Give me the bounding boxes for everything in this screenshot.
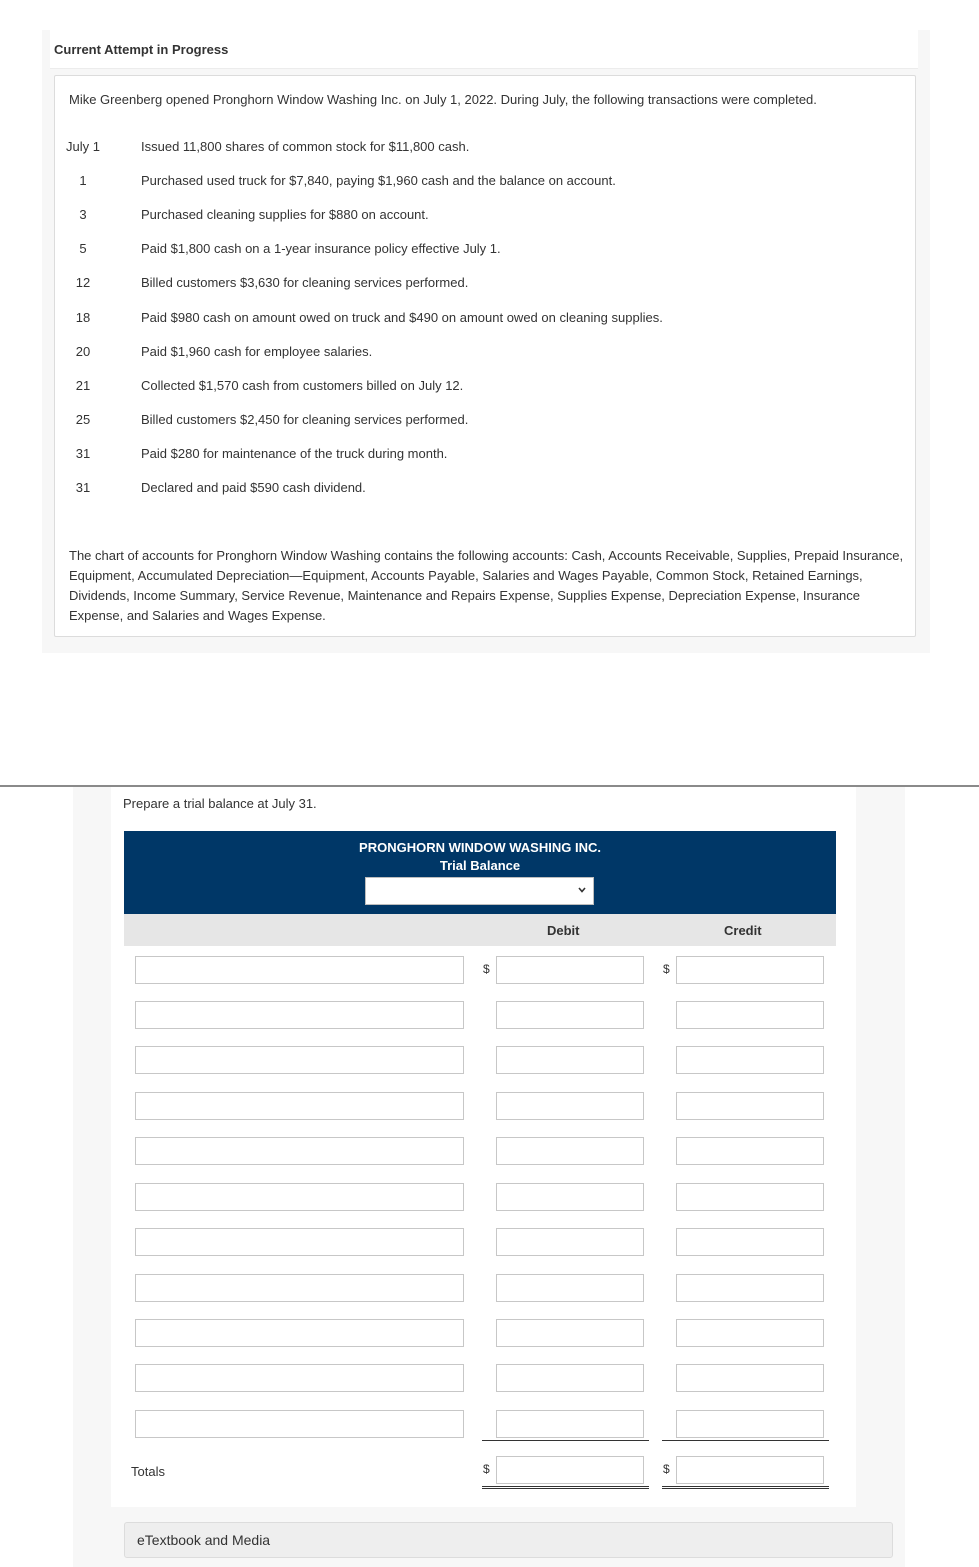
debit-input[interactable] [496,1274,644,1302]
transaction-text: Purchased used truck for $7,840, paying $1,960 cash and the balance on account. [141,173,616,188]
chart-of-accounts-text: The chart of accounts for Pronghorn Window Washing contains the following accounts: Cash, Accounts Receivable, Supplies, Prepaid Insurance, Equipment, Accumulated Depreciation—Equipment, Accounts Payable, Salaries and Wages Payable, Common Stock, Retained Earnings, Dividends, Income Summary, Service Revenue, Maintenance and Repairs Expense, Supplies Expense, Depreciation Expense, Insurance Expense, and Salaries and Wages Expense. [69,548,904,623]
debit-input[interactable] [496,1046,644,1074]
etextbook-media-link[interactable] [124,1522,893,1558]
transaction-date: 5 [79,241,87,256]
transaction-text: Declared and paid $590 cash dividend. [141,480,366,495]
transaction-date: 3 [79,207,87,222]
account-input[interactable] [135,1001,464,1029]
transaction-text: Paid $980 cash on amount owed on truck and $490 on amount owed on cleaning supplies. [141,310,663,325]
etextbook-media-label: eTextbook and Media [137,1532,271,1548]
credit-input[interactable] [676,1183,824,1211]
total-double-rule [482,1486,649,1487]
attempt-header [50,30,918,69]
question-prompt: Prepare a trial balance at July 31. [123,796,317,811]
date-select[interactable] [365,877,594,905]
company-name: PRONGHORN WINDOW WASHING INC. [359,840,601,855]
transaction-date: 21 [75,378,91,393]
totals-label: Totals [131,1464,165,1479]
account-input[interactable] [135,1228,464,1256]
transaction-date: 31 [75,446,91,461]
account-input[interactable] [135,1319,464,1347]
credit-input[interactable] [676,1274,824,1302]
statement-title: Trial Balance [439,858,521,873]
account-input[interactable] [135,1274,464,1302]
account-input[interactable] [135,1046,464,1074]
account-input[interactable] [135,1410,464,1438]
transaction-date: 1 [79,173,87,188]
transaction-text: Issued 11,800 shares of common stock for $11,800 cash. [141,139,470,154]
transaction-date: 31 [75,480,91,495]
credit-input[interactable] [676,956,824,984]
transaction-date: July 1 [66,139,100,154]
credit-dollar-sign: $ [663,962,670,976]
debit-input[interactable] [496,1319,644,1347]
account-input[interactable] [135,1137,464,1165]
subtotal-rule [482,1440,649,1441]
transaction-text: Collected $1,570 cash from customers billed on July 12. [141,378,464,393]
total-double-rule [482,1488,649,1489]
transaction-text: Billed customers $2,450 for cleaning services performed. [141,412,469,427]
debit-header: Debit [547,923,580,938]
account-input[interactable] [135,1183,464,1211]
transaction-date: 18 [75,310,91,325]
chevron-down-icon [577,883,587,897]
transaction-text: Paid $1,800 cash on a 1-year insurance policy effective July 1. [141,241,501,256]
transaction-text: Paid $280 for maintenance of the truck during month. [141,446,448,461]
transaction-text: Purchased cleaning supplies for $880 on account. [141,207,429,222]
credit-input[interactable] [676,1410,824,1438]
total-debit-dollar-sign: $ [483,1462,490,1476]
problem-intro: Mike Greenberg opened Pronghorn Window Washing Inc. on July 1, 2022. During July, the following transactions were completed. [69,92,817,107]
debit-input[interactable] [496,1001,644,1029]
credit-input[interactable] [676,1228,824,1256]
credit-input[interactable] [676,1001,824,1029]
debit-input[interactable] [496,1364,644,1392]
debit-input[interactable] [496,1183,644,1211]
credit-input[interactable] [676,1092,824,1120]
credit-input[interactable] [676,1137,824,1165]
debit-input[interactable] [496,1137,644,1165]
account-input[interactable] [135,956,464,984]
debit-input[interactable] [496,956,644,984]
trial-balance-header [124,831,836,914]
credit-input[interactable] [676,1046,824,1074]
subtotal-rule [662,1440,829,1441]
account-input[interactable] [135,1364,464,1392]
total-debit-input[interactable] [496,1456,644,1484]
credit-input[interactable] [676,1364,824,1392]
attempt-title: Current Attempt in Progress [54,42,229,57]
credit-input[interactable] [676,1319,824,1347]
credit-header: Credit [724,923,762,938]
total-credit-input[interactable] [676,1456,824,1484]
transaction-date: 12 [75,275,91,290]
total-double-rule [662,1486,829,1487]
debit-input[interactable] [496,1410,644,1438]
debit-input[interactable] [496,1092,644,1120]
debit-input[interactable] [496,1228,644,1256]
transaction-text: Billed customers $3,630 for cleaning services performed. [141,275,469,290]
transaction-date: 20 [75,344,91,359]
debit-dollar-sign: $ [483,962,490,976]
total-credit-dollar-sign: $ [663,1462,670,1476]
transaction-text: Paid $1,960 cash for employee salaries. [141,344,373,359]
account-input[interactable] [135,1092,464,1120]
transaction-date: 25 [75,412,91,427]
total-double-rule [662,1488,829,1489]
column-header-row [124,914,836,946]
problem-statement [54,75,916,637]
